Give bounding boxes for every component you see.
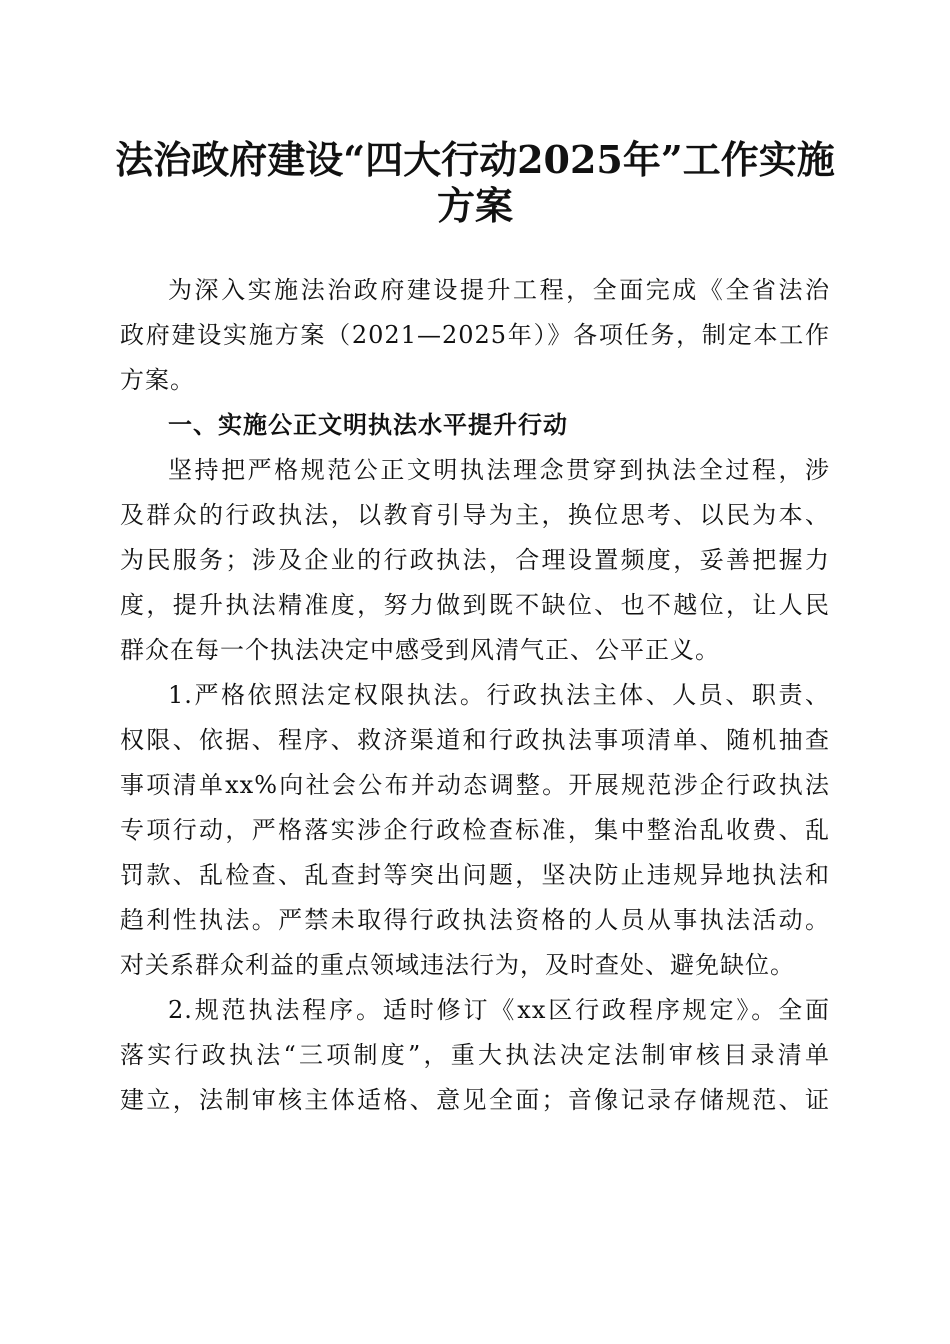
item1-line: 事项清单xx%向社会公布并动态调整。开展规范涉企行政执法 [120, 771, 830, 799]
section1-line: 度，提升执法精准度，努力做到既不缺位、也不越位，让人民 [120, 591, 830, 619]
document-title-line-1: 法治政府建设“四大行动2025年”工作实施 [115, 137, 835, 182]
item1-line: 罚款、乱检查、乱查封等突出问题，坚决防止违规异地执法和 [120, 861, 830, 889]
document-body [120, 268, 830, 1123]
intro-line: 方案。 [120, 366, 195, 394]
item2-line: 建立，法制审核主体适格、意见全面；音像记录存储规范、证 [120, 1086, 830, 1114]
section-heading: 一、实施公正文明执法水平提升行动 [168, 411, 568, 439]
item1-line: 1.严格依照法定权限执法。行政执法主体、人员、职责、 [168, 681, 830, 709]
section1-line: 群众在每一个执法决定中感受到风清气正、公平正义。 [120, 636, 720, 664]
intro-line: 为深入实施法治政府建设提升工程，全面完成《全省法治 [168, 276, 830, 304]
intro-line: 政府建设实施方案（2021—2025年）》各项任务，制定本工作 [120, 321, 830, 349]
section1-line: 及群众的行政执法，以教育引导为主，换位思考、以民为本、 [120, 501, 830, 529]
section1-line: 坚持把严格规范公正文明执法理念贯穿到执法全过程，涉 [168, 456, 830, 484]
item1-line: 专项行动，严格落实涉企行政检查标准，集中整治乱收费、乱 [120, 816, 830, 844]
item2-line: 落实行政执法“三项制度”，重大执法决定法制审核目录清单 [120, 1041, 830, 1069]
item1-line: 对关系群众利益的重点领域违法行为，及时查处、避免缺位。 [120, 951, 795, 979]
item1-line: 趋利性执法。严禁未取得行政执法资格的人员从事执法活动。 [120, 906, 830, 934]
item1-line: 权限、依据、程序、救济渠道和行政执法事项清单、随机抽查 [120, 726, 830, 754]
section1-line: 为民服务；涉及企业的行政执法，合理设置频度，妥善把握力 [120, 546, 830, 574]
document-title-line-2: 方案 [436, 183, 513, 228]
item2-line: 2.规范执法程序。适时修订《xx区行政程序规定》。全面 [168, 996, 830, 1024]
